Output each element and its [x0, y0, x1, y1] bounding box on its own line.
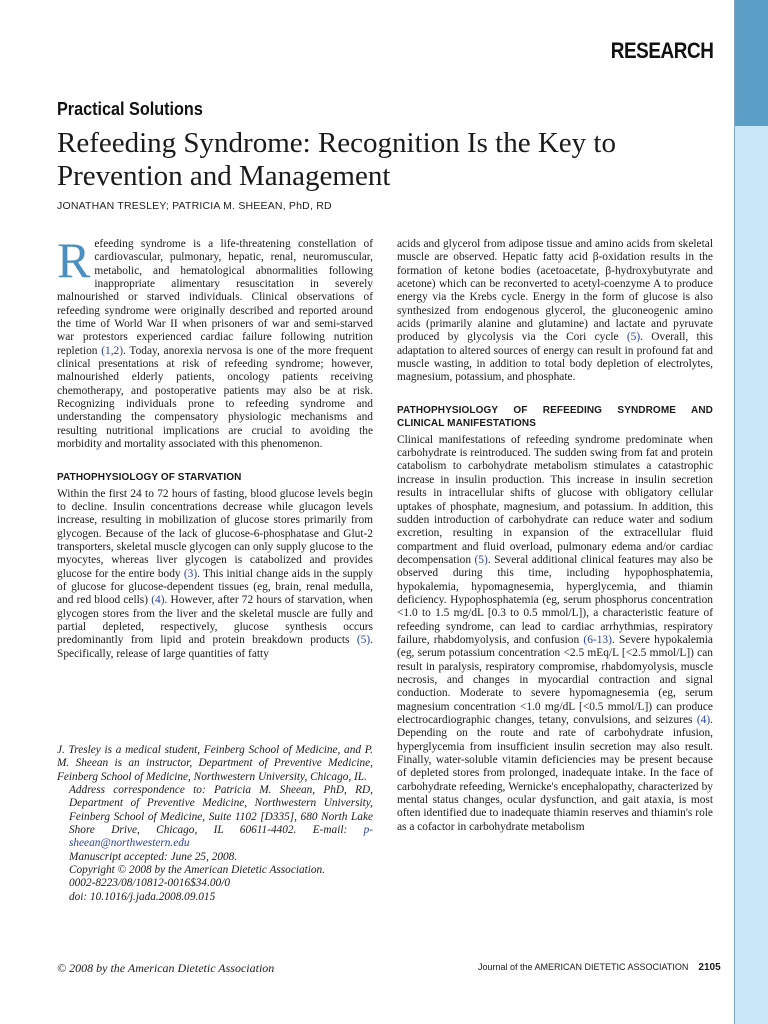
intro-paragraph [57, 232, 373, 452]
intro-text-2: . Today, anorexia nervosa is one of the more frequent clinical presentations at risk of refeeding syndrome; however, malnourished elderly patients, oncology patients receiving chemotherapy, and postoperative patients may also be at risk. Recognizing individuals prone to refeeding syndrome and understanding the compensatory physiologic mechanisms and resulting nutritional implications are crucial to avoiding the morbidity and mortality associated with this phenomenon. [57, 344, 373, 451]
footnote-accepted: Manuscript accepted: June 25, 2008. [69, 850, 238, 863]
footnote-doi: doi: 10.1016/j.jada.2008.09.015 [69, 890, 216, 903]
heading-starvation: PATHOPHYSIOLOGY OF STARVATION [57, 471, 242, 483]
starvation-paragraph [57, 488, 373, 661]
ref-text-2: . Several additional clinical features may also be observed during this time, including hypophosphatemia, hypokalemia, hypomagnesemia, hyperglycemia, and thiamin deficiency. Hypophosphatemia (eg, serum phosphorus concentration <1.0 to 1.5 mg/dL [0.3 to 0.5 mmol/L]), a characteristic feature of refeeding syndrome, can lead to cardiac arrhythmias, respiratory failure, rhabdomyolysis, and confusion [397, 553, 713, 646]
citation-link[interactable]: (3) [183, 567, 198, 580]
intro-text: efeeding syndrome is a life-threatening constellation of cardiovascular, pulmonary, hepatic, renal, neuromuscular, metabolic, and hematological abnormalities following inappropriate alimentary resuscitation in severely malnourished or starved individuals. Clinical observations of refeeding syndrome were originally described and reported around the time of World War II when prisoners of war and semi-starved war protestors experienced cardiac failure following nutrition repletion [57, 238, 373, 357]
page-edge-sidebar [734, 0, 768, 1024]
citation-link[interactable]: (5) [626, 331, 641, 344]
starv-text-2: . This initial change aids in the supply of glucose for glucose-dependent tissues (eg, brain, renal medulla, and red blood cells) [57, 567, 373, 607]
heading-refeeding: PATHOPHYSIOLOGY OF REFEEDING SYNDROME AND CLINICAL MANIFESTATIONS [397, 404, 713, 429]
article-title: Refeeding Syndrome: Recognition Is the Key to Prevention and Management [57, 127, 616, 192]
ref-text-1: Clinical manifestations of refeeding syndrome predominate when carbohydrate is reintroduced. The sudden swing from fat and protein catabolism to carbohydrate metabolism stimulates a catastrophic increase in insulin production. This increase in insulin secretion results in intracellular shifts of glucose with obligatory cellular uptakes of phosphate, magnesium, and potassium. In addition, this sudden introduction of carbohydrate can reduce water and sodium excretion, resulting in expansion of the extracellular fluid compartment and fluid overload, pulmonary edema and/or cardiac decompensation [397, 433, 713, 566]
citation-link[interactable]: (4) [696, 714, 711, 726]
article-authors: JONATHAN TRESLEY; PATRICIA M. SHEEAN, PhD, RD [57, 200, 332, 212]
citation-link[interactable]: (1,2) [101, 344, 124, 357]
right-column [397, 238, 713, 834]
column-name: Practical Solutions [57, 99, 203, 119]
page-number: 2105 [698, 962, 721, 973]
continuation-paragraph [397, 238, 713, 385]
drop-cap: R [57, 232, 91, 288]
citation-link[interactable]: (6-13) [583, 633, 612, 646]
citation-link[interactable]: (4) [151, 594, 165, 607]
cont-text-1: acids and glycerol from adipose tissue and amino acids from skeletal muscle are observed. Hepatic fatty acid β-oxidation results in the formation of ketone bodies (acetoacetate, β-hydroxybutyrate and acetone) which can be reconverted to acetyl-coenzyme A to produce energy via the Krebs cycle. Energy in the form of glucose is also synthesized from endogenous glycerol, the gluconeogenic amino acids (primarily alanine and glutamine) and lactate and pyruvate produced by glycolysis via the Cori cycle [397, 238, 713, 344]
starv-text-4: . Specifically, release of large quantities of fatty [57, 634, 373, 660]
refeeding-paragraph [397, 434, 713, 834]
footnote-address: Address correspondence to: Patricia M. Sheean, PhD, RD, Department of Preventive Medicine, Northwestern University, Feinberg School of Medicine, Suite 1102 [D335], 680 North Lake Shore Drive, Chicago, IL 60611-4402. E-mail: [69, 784, 373, 837]
author-footnote [57, 744, 373, 904]
author-email-link[interactable]: p-sheean@northwestern.edu [69, 824, 373, 850]
citation-link[interactable]: (5) [356, 634, 371, 647]
footnote-issn: 0002-8223/08/10812-0016$34.00/0 [69, 877, 230, 890]
ref-text-3: . Severe hypokalemia (eg, serum potassium concentration <2.5 mEq/L [<2.5 mmol/L]) can result in paralysis, respiratory compromise, rhabdomyolysis, muscle necrosis, and changes in myocardial contraction and signal conduction. Moderate to severe hypomagnesemia (eg, serum magnesium concentration <1.0 mg/dL [<0.5 mmol/L]) can produce electrocardiographic changes, tetany, convulsions, and seizures [397, 633, 713, 726]
footnote-copyright: Copyright © 2008 by the American Dietetic Association. [69, 864, 326, 877]
footer-journal [478, 962, 721, 973]
footnote-correspondence [57, 784, 373, 851]
starv-text-1: Within the first 24 to 72 hours of fasting, blood glucose levels begin to decline. Insulin concentrations decrease while glucagon levels increase, resulting in mobilization of glucose stores primarily from glycogen. Because of the lack of glucose-6-phosphatase and Glut-2 transporters, skeletal muscle glycogen can only supply glucose to the myocytes, whereas liver glycogen is catabolized and provides glucose for the entire body [57, 487, 373, 580]
journal-name: Journal of the AMERICAN DIETETIC ASSOCIATION [478, 962, 689, 972]
footer-copyright: © 2008 by the American Dietetic Association [57, 961, 275, 975]
footnote-affiliation: J. Tresley is a medical student, Feinberg School of Medicine, and P. M. Sheean is an instructor, Department of Preventive Medicine, Feinberg School of Medicine, Northwestern University, Chicago, IL. [57, 744, 373, 783]
cont-text-2: . Overall, this adaptation to altered sources of energy can result in profound fat and muscle wasting, in addition to total body depletion of electrolytes, magnesium, potassium, and phosphate. [397, 331, 713, 384]
section-tag: RESEARCH [610, 38, 713, 63]
page-edge-tab [735, 0, 768, 126]
ref-text-4: . Depending on the route and rate of carbohydrate infusion, hyperglycemia from insufficient insulin secretion may also result. Finally, water-soluble vitamin deficiencies may be present because of depleted stores from prolonged, inadequate intake. In the face of carbohydrate refeeding, Wernicke's encephalopathy, characterized by mental status changes, ocular dysfunction, and gait ataxia, is most often identified due to inadequate thiamin reserves and thiamin's role as a cofactor in carbohydrate metabolism [397, 714, 713, 833]
citation-link[interactable]: (5) [474, 553, 488, 566]
starv-text-3: . However, after 72 hours of starvation, when glycogen stores from the liver and the skeletal muscle are fully and partial depleted, respectively, glucose synthesis occurs predominantly from lipid and protein breakdown products [57, 594, 373, 647]
left-column [57, 232, 373, 661]
